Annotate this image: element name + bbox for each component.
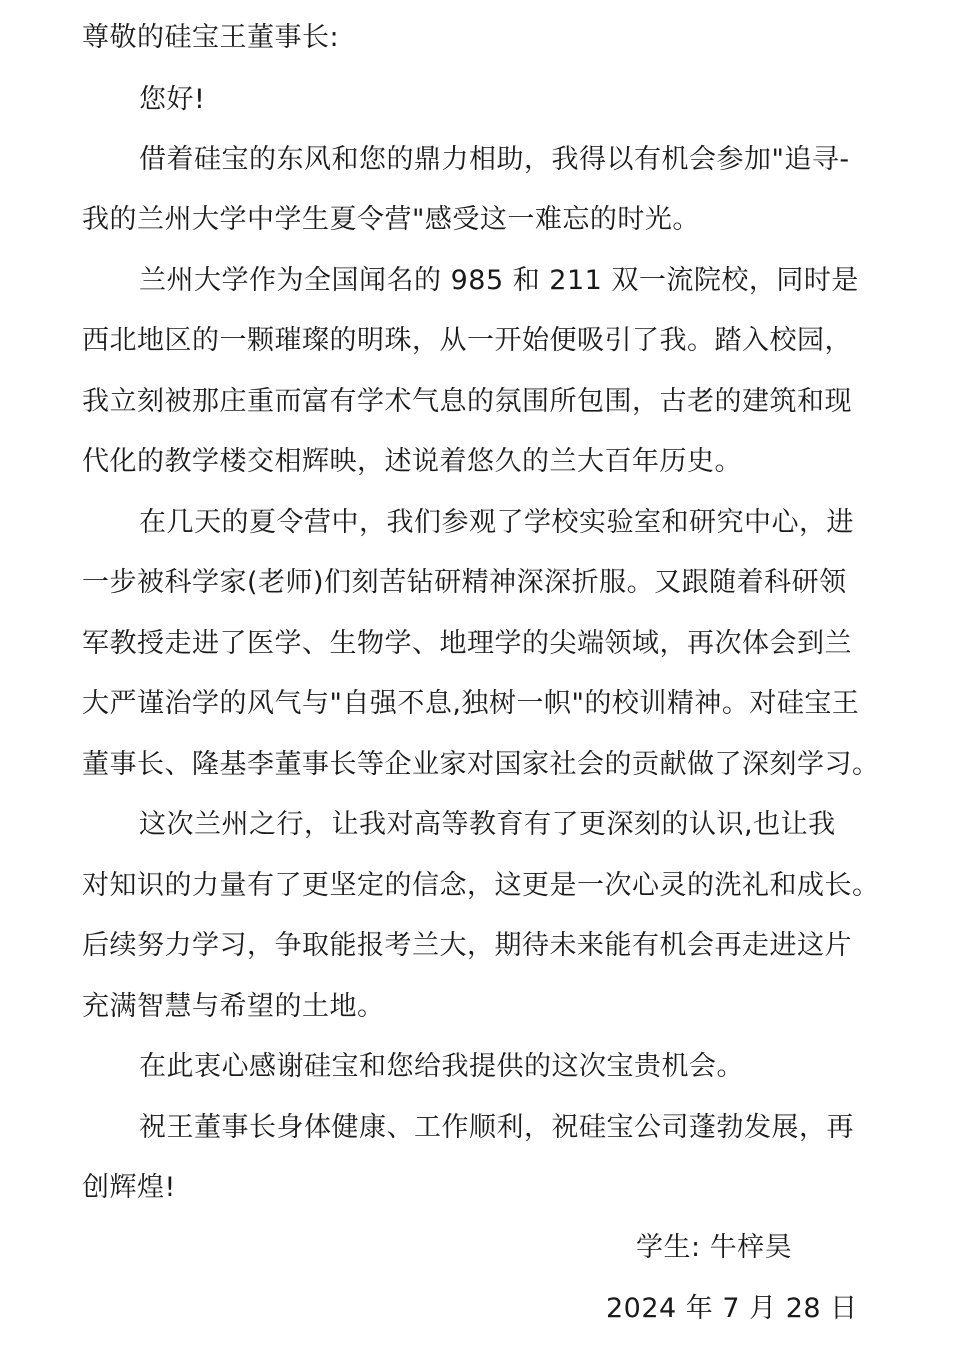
paragraph-line: 一步被科学家(老师)们刻苦钻研精神深深折服。又跟随着科研领 [82,567,847,598]
paragraph-line: 兰州大学作为全国闻名的 985 和 211 双一流院校，同时是 [139,265,859,296]
paragraph-line: 西北地区的一颗璀璨的明珠，从一开始便吸引了我。踏入校园， [82,325,852,356]
paragraph-line: 借着硅宝的东风和您的鼎力相助，我得以有机会参加"追寻- [139,144,850,175]
paragraph-line: 我的兰州大学中学生夏令营"感受这一难忘的时光。 [82,204,700,235]
signature: 学生: 牛梓昊 [636,1232,793,1263]
letter-date: 2024 年 7 月 28 日 [606,1293,858,1324]
paragraph-line: 对知识的力量有了更坚定的信念，这更是一次心灵的洗礼和成长。 [82,870,880,901]
paragraph-line: 我立刻被那庄重而富有学术气息的氛围所包围，古老的建筑和现 [82,386,852,417]
paragraph-line: 充满智慧与希望的土地。 [82,991,385,1022]
paragraph-line: 创辉煌! [82,1172,176,1203]
paragraph-line: 祝王董事长身体健康、工作顺利，祝硅宝公司蓬勃发展，再 [139,1112,854,1143]
salutation: 尊敬的硅宝王董事长: [82,22,340,53]
paragraph-line: 后续努力学习，争取能报考兰大，期待未来能有机会再走进这片 [82,930,852,961]
paragraph-line: 军教授走进了医学、生物学、地理学的尖端领域，再次体会到兰 [82,628,852,659]
paragraph-line: 这次兰州之行，让我对高等教育有了更深刻的认识,也让我 [139,809,836,840]
paragraph-line: 大严谨治学的风气与"自强不息,独树一帜"的校训精神。对硅宝王 [82,688,860,719]
greeting: 您好! [139,84,206,115]
paragraph-line: 代化的教学楼交相辉映，述说着悠久的兰大百年历史。 [82,446,742,477]
paragraph-line: 在几天的夏令营中，我们参观了学校实验室和研究中心，进 [139,507,854,538]
paragraph-line: 在此衷心感谢硅宝和您给我提供的这次宝贵机会。 [139,1051,744,1082]
paragraph-line: 董事长、隆基李董事长等企业家对国家社会的贡献做了深刻学习。 [82,749,880,780]
